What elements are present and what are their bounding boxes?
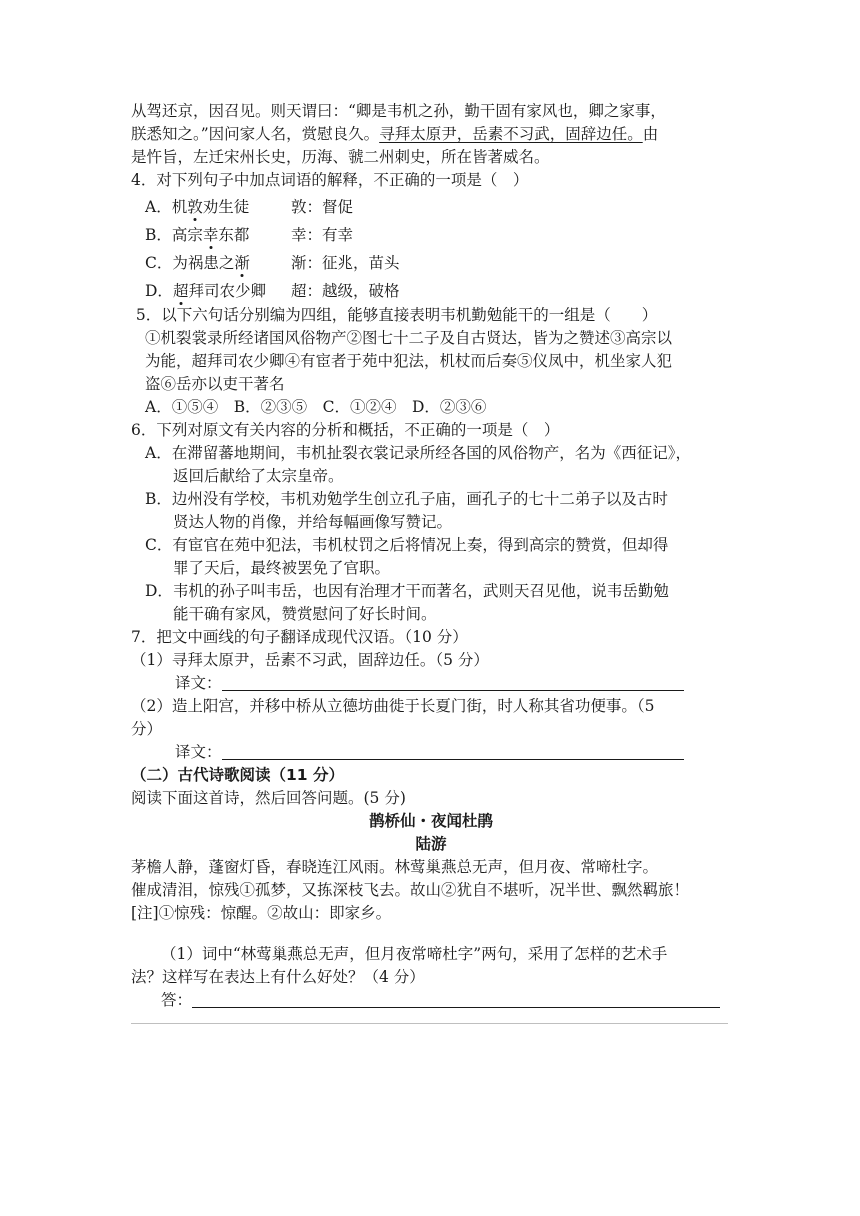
q5-body: ①机裂裳录所经诸国风俗物产②图七十二子及自古贤达，皆为之赞述③高宗以 (145, 329, 673, 347)
q6-option-a-cont: 返回后献给了太宗皇帝。 (173, 467, 344, 485)
q4-option-a: A．机敦劝生徒 敦：督促 (145, 198, 354, 216)
q4-option-c: C．为祸患之渐 渐：征兆，苗头 (145, 254, 400, 272)
answer-line[interactable] (192, 991, 720, 1008)
poem-question-1: （1）词中“林莺巢燕总无声，但月夜常啼杜字”两句，采用了怎样的艺术手 (161, 945, 668, 963)
answer-line[interactable] (222, 743, 684, 760)
question-6-stem: 6．下列对原文有关内容的分析和概括，不正确的一项是（ ） (131, 421, 560, 439)
q7-sentence-1: （1）寻拜太原尹，岳素不习武，固辞边任。（5 分） (131, 651, 489, 669)
passage-line: 朕悉知之。”因问家人名，赏慰良久。寻拜太原尹，岳素不习武，固辞边任。由 (131, 125, 659, 143)
q6-option-b: B．边州没有学校，韦机劝勉学生创立孔子庙，画孔子的七十二弟子以及古时 (145, 490, 668, 508)
q7-answer-row-2: 译文： (131, 741, 731, 764)
question-7-stem: 7．把文中画线的句子翻译成现代汉语。（10 分） (131, 628, 468, 646)
q7-sentence-2-cont: 分） (131, 720, 163, 738)
q5-body: 为能，超拜司农少卿④有宦者于苑中犯法，机杖而后奏⑤仪凤中，机坐家人犯 (145, 352, 673, 370)
q4-option-b: B．高宗幸东都 幸：有幸 (145, 226, 354, 244)
answer-line[interactable] (222, 674, 684, 691)
spacer (131, 925, 731, 943)
q5-choices: A．①⑤④ B．②③⑤ C．①②④ D．②③⑥ (145, 398, 487, 416)
q5-body: 盗⑥岳亦以吏干著名 (145, 375, 285, 393)
q6-option-d-cont: 能干确有家风，赞赏慰问了好长时间。 (173, 605, 437, 623)
poem-answer-row: 答： (131, 989, 731, 1012)
poem-line: 催成清泪，惊残①孤梦，又拣深枝飞去。故山②犹自不堪听，况半世、飘然羁旅！ (131, 881, 690, 899)
q7-answer-row-1: 译文： (131, 672, 731, 695)
q6-option-a: A．在滞留蕃地期间，韦机扯裂衣裳记录所经各国的风俗物产，名为《西征记》， (145, 444, 691, 462)
question-4-stem: 4．对下列句子中加点词语的解释，不正确的一项是（ ） (131, 171, 529, 189)
poem-question-1-cont: 法？这样写在表达上有什么好处？（4 分） (131, 968, 425, 986)
poem-line: 茅檐人静，蓬窗灯昏，春晓连江风雨。林莺巢燕总无声，但月夜、常啼杜字。 (131, 858, 659, 876)
dotted-word: 渐 (234, 254, 250, 272)
section-heading: （二）古代诗歌阅读（11 分） (131, 766, 344, 784)
poem-author: 陆游 (415, 835, 447, 853)
q4-option-d: D．超拜司农少卿 超：越级，破格 (145, 282, 400, 300)
document-page (131, 100, 731, 1012)
page-divider (131, 1023, 728, 1024)
q6-option-c: C．有宦官在苑中犯法，韦机杖罚之后将情况上奏，得到高宗的赞赏，但却得 (145, 536, 669, 554)
dotted-word: 敦 (187, 198, 203, 216)
q6-option-b-cont: 贤达人物的肖像，并给每幅画像写赞记。 (173, 513, 453, 531)
poem-note: [注]①惊残：惊醒。②故山：即家乡。 (131, 904, 392, 922)
passage-line: 是忤旨，左迁宋州长史，历海、虢二州刺史，所在皆著威名。 (131, 148, 550, 166)
dotted-word: 幸 (202, 226, 219, 244)
section-intro: 阅读下面这首诗，然后回答问题。(5 分) (131, 789, 406, 807)
poem-title: 鹊桥仙・夜闻杜鹃 (368, 812, 493, 830)
underlined-sentence: 寻拜太原尹，岳素不习武，固辞边任。 (379, 125, 643, 143)
q7-sentence-2: （2）造上阳宫，并移中桥从立德坊曲徙于长夏门街，时人称其省功便事。（5 (131, 697, 655, 715)
dotted-word: 超 (172, 282, 189, 300)
q6-option-d: D．韦机的孙子叫韦岳，也因有治理才干而著名，武则天召见他，说韦岳勤勉 (145, 582, 669, 600)
question-5-stem: 5．以下六句话分别编为四组，能够直接表明韦机勤勉能干的一组是（ ） (131, 306, 658, 324)
passage-line: 从驾还京，因召见。则天谓曰：“卿是韦机之孙，勤干固有家风也，卿之家事， (131, 102, 666, 120)
q6-option-c-cont: 罪了天后，最终被罢免了官职。 (173, 559, 391, 577)
